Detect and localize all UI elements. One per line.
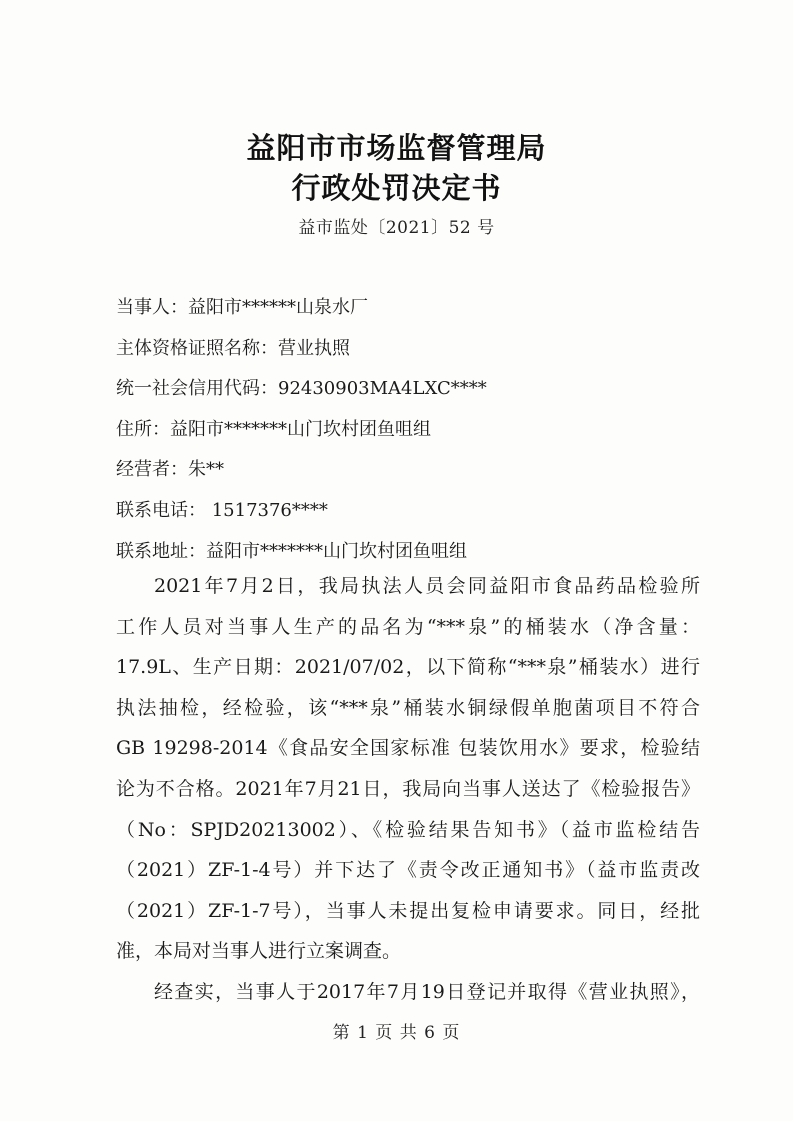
findings-paragraph <box>116 972 700 1013</box>
document-number: 益市监处〔2021〕52 号 <box>298 218 495 238</box>
paragraph-line: （No：SPJD20213002）、《检验结果告知书》（益市监检结告 <box>116 818 700 841</box>
paragraph-line: （2021）ZF-1-4号）并下达了《责令改正通知书》（益市监责改 <box>116 859 700 882</box>
paragraph-line: 执法抽检，经检验，该“***泉”桶装水铜绿假单胞菌项目不符合 <box>116 696 700 719</box>
document-title-line2: 行政处罚决定书 <box>291 171 502 205</box>
operator: 经营者：朱** <box>116 459 224 480</box>
case-paragraph <box>116 566 700 972</box>
contact-address: 联系地址：益阳市*******山门坎村团鱼咀组 <box>116 541 467 562</box>
residence: 住所：益阳市*******山门坎村团鱼咀组 <box>116 419 431 440</box>
paragraph-line: 经查实，当事人于2017年7月19日登记并取得《营业执照》， <box>154 981 700 1003</box>
document-title-line1: 益阳市市场监督管理局 <box>246 131 547 165</box>
contact-phone: 联系电话： 1517376**** <box>116 500 328 521</box>
page-footer: 第 1 页 共 6 页 <box>332 1023 461 1043</box>
paragraph-line: 准，本局对当事人进行立案调查。 <box>116 940 402 963</box>
paragraph-line: 工作人员对当事人生产的品名为“***泉”的桶装水（净含量： <box>116 615 700 638</box>
paragraph-line: 2021年7月2日，我局执法人员会同益阳市食品药品检验所 <box>154 575 700 597</box>
paragraph-line: GB 19298-2014《食品安全国家标准 包装饮用水》要求，检验结 <box>116 737 700 760</box>
license-name: 主体资格证照名称：营业执照 <box>116 338 350 359</box>
paragraph-line: （2021）ZF-1-7号），当事人未提出复检申请要求。同日，经批 <box>116 899 700 922</box>
credit-code: 统一社会信用代码：92430903MA4LXC**** <box>116 378 487 399</box>
party-name: 当事人：益阳市******山泉水厂 <box>116 297 368 318</box>
paragraph-line: 论为不合格。2021年7月21日，我局向当事人送达了《检验报告》 <box>116 777 700 800</box>
paragraph-line: 17.9L、生产日期：2021/07/02，以下简称“***泉”桶装水）进行 <box>116 656 700 679</box>
